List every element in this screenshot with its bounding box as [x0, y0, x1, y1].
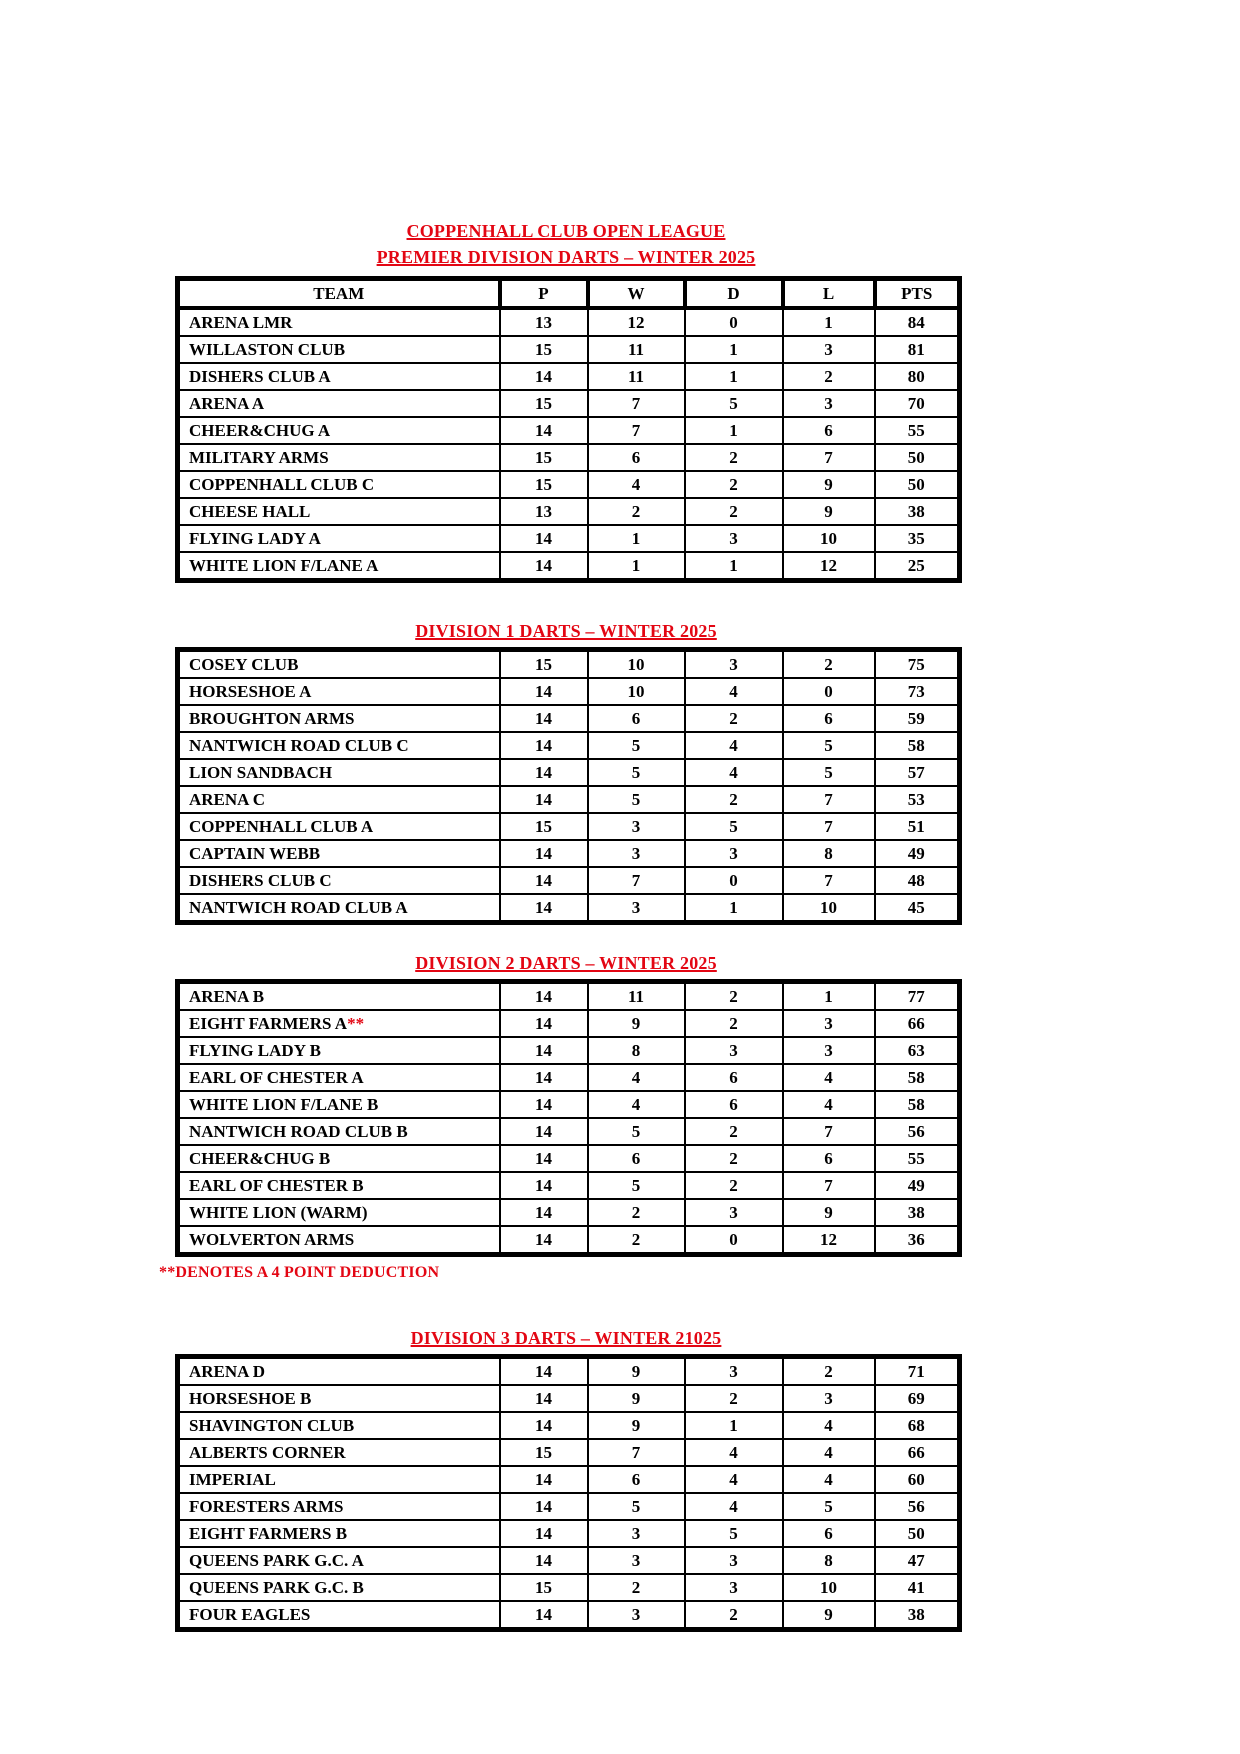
drawn-cell: 2 [685, 786, 783, 813]
won-cell: 4 [588, 1091, 685, 1118]
won-cell: 2 [588, 1574, 685, 1601]
table-row [178, 1037, 960, 1064]
table-row [178, 705, 960, 732]
lost-cell: 6 [783, 705, 875, 732]
drawn-cell: 2 [685, 471, 783, 498]
played-cell: 14 [500, 1064, 588, 1091]
team-name-cell: DISHERS CLUB C [178, 867, 500, 894]
points-cell: 66 [875, 1439, 960, 1466]
column-header-played: P [500, 279, 588, 309]
table-row [178, 678, 960, 705]
drawn-cell: 6 [685, 1064, 783, 1091]
deduction-marker: ** [347, 1013, 365, 1033]
won-cell: 2 [588, 1199, 685, 1226]
lost-cell: 9 [783, 1199, 875, 1226]
lost-cell: 7 [783, 867, 875, 894]
played-cell: 15 [500, 444, 588, 471]
drawn-cell: 2 [685, 1385, 783, 1412]
played-cell: 15 [500, 471, 588, 498]
drawn-cell: 3 [685, 650, 783, 679]
team-name-cell: ARENA B [178, 982, 500, 1011]
drawn-cell: 4 [685, 1493, 783, 1520]
lost-cell: 2 [783, 1357, 875, 1386]
drawn-cell: 3 [685, 1357, 783, 1386]
played-cell: 14 [500, 1520, 588, 1547]
table-row [178, 1385, 960, 1412]
table-row [178, 1226, 960, 1255]
table-row [178, 650, 960, 679]
played-cell: 15 [500, 1574, 588, 1601]
points-cell: 25 [875, 552, 960, 581]
table-row [178, 1439, 960, 1466]
points-cell: 77 [875, 982, 960, 1011]
points-cell: 38 [875, 498, 960, 525]
points-cell: 36 [875, 1226, 960, 1255]
points-deduction-footnote: **DENOTES A 4 POINT DEDUCTION [159, 1264, 440, 1281]
played-cell: 13 [500, 498, 588, 525]
drawn-cell: 0 [685, 308, 783, 336]
team-name-cell: MILITARY ARMS [178, 444, 500, 471]
drawn-cell: 2 [685, 444, 783, 471]
team-name-cell: ARENA C [178, 786, 500, 813]
won-cell: 3 [588, 894, 685, 923]
points-cell: 71 [875, 1357, 960, 1386]
division2-title: DIVISION 2 DARTS – WINTER 2025 [415, 953, 717, 973]
won-cell: 1 [588, 552, 685, 581]
played-cell: 14 [500, 786, 588, 813]
team-name-cell: CHEER&CHUG B [178, 1145, 500, 1172]
lost-cell: 6 [783, 1145, 875, 1172]
won-cell: 6 [588, 1466, 685, 1493]
points-cell: 58 [875, 732, 960, 759]
lost-cell: 8 [783, 840, 875, 867]
lost-cell: 4 [783, 1466, 875, 1493]
lost-cell: 10 [783, 894, 875, 923]
played-cell: 14 [500, 1493, 588, 1520]
drawn-cell: 3 [685, 1037, 783, 1064]
table-row [178, 1466, 960, 1493]
lost-cell: 4 [783, 1091, 875, 1118]
won-cell: 5 [588, 786, 685, 813]
points-cell: 56 [875, 1493, 960, 1520]
points-cell: 41 [875, 1574, 960, 1601]
division1-title: DIVISION 1 DARTS – WINTER 2025 [415, 621, 717, 641]
drawn-cell: 2 [685, 498, 783, 525]
table-row [178, 417, 960, 444]
points-cell: 58 [875, 1091, 960, 1118]
points-cell: 45 [875, 894, 960, 923]
column-header-lost: L [783, 279, 875, 309]
table-row [178, 1145, 960, 1172]
table-row [178, 813, 960, 840]
won-cell: 3 [588, 840, 685, 867]
column-header-team: TEAM [178, 279, 500, 309]
lost-cell: 4 [783, 1064, 875, 1091]
table-row [178, 363, 960, 390]
lost-cell: 5 [783, 1493, 875, 1520]
played-cell: 14 [500, 894, 588, 923]
drawn-cell: 2 [685, 1172, 783, 1199]
won-cell: 3 [588, 1547, 685, 1574]
drawn-cell: 2 [685, 1601, 783, 1630]
lost-cell: 3 [783, 390, 875, 417]
points-cell: 50 [875, 444, 960, 471]
played-cell: 14 [500, 982, 588, 1011]
won-cell: 3 [588, 1520, 685, 1547]
won-cell: 10 [588, 650, 685, 679]
played-cell: 14 [500, 525, 588, 552]
points-cell: 84 [875, 308, 960, 336]
team-name-cell: IMPERIAL [178, 1466, 500, 1493]
lost-cell: 2 [783, 650, 875, 679]
lost-cell: 6 [783, 417, 875, 444]
won-cell: 2 [588, 1226, 685, 1255]
premier-division-table [175, 276, 962, 583]
points-cell: 38 [875, 1199, 960, 1226]
drawn-cell: 2 [685, 982, 783, 1011]
points-cell: 50 [875, 471, 960, 498]
drawn-cell: 3 [685, 1547, 783, 1574]
points-cell: 63 [875, 1037, 960, 1064]
table-row [178, 1172, 960, 1199]
won-cell: 6 [588, 444, 685, 471]
played-cell: 15 [500, 813, 588, 840]
team-name-cell: ARENA D [178, 1357, 500, 1386]
lost-cell: 7 [783, 813, 875, 840]
played-cell: 15 [500, 336, 588, 363]
won-cell: 5 [588, 1172, 685, 1199]
won-cell: 9 [588, 1010, 685, 1037]
played-cell: 14 [500, 1547, 588, 1574]
lost-cell: 4 [783, 1412, 875, 1439]
table-row [178, 525, 960, 552]
table-row [178, 894, 960, 923]
team-name-cell: HORSESHOE A [178, 678, 500, 705]
won-cell: 10 [588, 678, 685, 705]
drawn-cell: 3 [685, 525, 783, 552]
played-cell: 14 [500, 363, 588, 390]
table-row [178, 867, 960, 894]
table-row [178, 1601, 960, 1630]
team-name-cell: BROUGHTON ARMS [178, 705, 500, 732]
won-cell: 7 [588, 1439, 685, 1466]
team-name-cell: CHEESE HALL [178, 498, 500, 525]
lost-cell: 7 [783, 1172, 875, 1199]
played-cell: 14 [500, 1357, 588, 1386]
points-cell: 68 [875, 1412, 960, 1439]
table-row [178, 786, 960, 813]
played-cell: 14 [500, 1385, 588, 1412]
column-header-drawn: D [685, 279, 783, 309]
drawn-cell: 4 [685, 1439, 783, 1466]
team-name-cell: CAPTAIN WEBB [178, 840, 500, 867]
drawn-cell: 4 [685, 732, 783, 759]
team-name-cell: COPPENHALL CLUB A [178, 813, 500, 840]
table-row [178, 759, 960, 786]
played-cell: 14 [500, 1601, 588, 1630]
team-name-cell: ARENA A [178, 390, 500, 417]
drawn-cell: 1 [685, 1412, 783, 1439]
league-title: COPPENHALL CLUB OPEN LEAGUE [406, 221, 726, 241]
team-name-cell: EIGHT FARMERS B [178, 1520, 500, 1547]
drawn-cell: 2 [685, 1118, 783, 1145]
points-cell: 75 [875, 650, 960, 679]
team-name-cell: FORESTERS ARMS [178, 1493, 500, 1520]
table-row [178, 1010, 960, 1037]
drawn-cell: 6 [685, 1091, 783, 1118]
points-cell: 59 [875, 705, 960, 732]
drawn-cell: 3 [685, 1574, 783, 1601]
drawn-cell: 2 [685, 1010, 783, 1037]
points-cell: 73 [875, 678, 960, 705]
table-row [178, 552, 960, 581]
played-cell: 14 [500, 1226, 588, 1255]
lost-cell: 3 [783, 1385, 875, 1412]
table-row [178, 336, 960, 363]
team-name-cell: LION SANDBACH [178, 759, 500, 786]
played-cell: 14 [500, 1091, 588, 1118]
team-name-cell: SHAVINGTON CLUB [178, 1412, 500, 1439]
table-row [178, 982, 960, 1011]
points-cell: 58 [875, 1064, 960, 1091]
won-cell: 4 [588, 471, 685, 498]
played-cell: 14 [500, 840, 588, 867]
won-cell: 4 [588, 1064, 685, 1091]
won-cell: 3 [588, 1601, 685, 1630]
won-cell: 9 [588, 1357, 685, 1386]
points-cell: 38 [875, 1601, 960, 1630]
table-row [178, 1064, 960, 1091]
division2-table [175, 979, 962, 1257]
lost-cell: 1 [783, 308, 875, 336]
team-name-cell: WHITE LION (WARM) [178, 1199, 500, 1226]
won-cell: 6 [588, 705, 685, 732]
table-row [178, 1520, 960, 1547]
lost-cell: 5 [783, 732, 875, 759]
won-cell: 5 [588, 1493, 685, 1520]
team-name-cell: COPPENHALL CLUB C [178, 471, 500, 498]
drawn-cell: 4 [685, 759, 783, 786]
lost-cell: 0 [783, 678, 875, 705]
division3-title: DIVISION 3 DARTS – WINTER 21025 [410, 1328, 722, 1348]
won-cell: 11 [588, 363, 685, 390]
team-name-cell: QUEENS PARK G.C. B [178, 1574, 500, 1601]
points-cell: 57 [875, 759, 960, 786]
lost-cell: 7 [783, 786, 875, 813]
won-cell: 8 [588, 1037, 685, 1064]
played-cell: 15 [500, 650, 588, 679]
won-cell: 7 [588, 867, 685, 894]
drawn-cell: 2 [685, 1145, 783, 1172]
team-name-cell: DISHERS CLUB A [178, 363, 500, 390]
lost-cell: 3 [783, 1010, 875, 1037]
lost-cell: 8 [783, 1547, 875, 1574]
drawn-cell: 2 [685, 705, 783, 732]
lost-cell: 5 [783, 759, 875, 786]
played-cell: 14 [500, 1412, 588, 1439]
played-cell: 14 [500, 1037, 588, 1064]
table-row [178, 390, 960, 417]
drawn-cell: 0 [685, 1226, 783, 1255]
drawn-cell: 5 [685, 390, 783, 417]
drawn-cell: 1 [685, 363, 783, 390]
played-cell: 14 [500, 1145, 588, 1172]
played-cell: 14 [500, 417, 588, 444]
table-row [178, 1199, 960, 1226]
won-cell: 5 [588, 1118, 685, 1145]
drawn-cell: 3 [685, 840, 783, 867]
table-row [178, 1091, 960, 1118]
played-cell: 15 [500, 1439, 588, 1466]
table-row [178, 1357, 960, 1386]
table-row [178, 1493, 960, 1520]
team-name-cell: EARL OF CHESTER A [178, 1064, 500, 1091]
won-cell: 7 [588, 390, 685, 417]
table-row [178, 840, 960, 867]
lost-cell: 6 [783, 1520, 875, 1547]
team-name-cell: CHEER&CHUG A [178, 417, 500, 444]
points-cell: 47 [875, 1547, 960, 1574]
won-cell: 9 [588, 1385, 685, 1412]
lost-cell: 12 [783, 552, 875, 581]
team-name-cell: NANTWICH ROAD CLUB A [178, 894, 500, 923]
won-cell: 6 [588, 1145, 685, 1172]
team-name-cell: FOUR EAGLES [178, 1601, 500, 1630]
lost-cell: 3 [783, 336, 875, 363]
lost-cell: 2 [783, 363, 875, 390]
team-name-cell: EIGHT FARMERS A** [178, 1010, 500, 1037]
table-header-row [178, 279, 960, 309]
team-name-cell: FLYING LADY A [178, 525, 500, 552]
won-cell: 1 [588, 525, 685, 552]
won-cell: 2 [588, 498, 685, 525]
team-name-cell: ALBERTS CORNER [178, 1439, 500, 1466]
points-cell: 66 [875, 1010, 960, 1037]
drawn-cell: 5 [685, 813, 783, 840]
drawn-cell: 0 [685, 867, 783, 894]
lost-cell: 1 [783, 982, 875, 1011]
document-content [159, 218, 957, 1632]
division3-table [175, 1354, 962, 1632]
lost-cell: 10 [783, 1574, 875, 1601]
team-name-cell: ARENA LMR [178, 308, 500, 336]
points-cell: 69 [875, 1385, 960, 1412]
points-cell: 60 [875, 1466, 960, 1493]
points-cell: 49 [875, 1172, 960, 1199]
team-name-cell: HORSESHOE B [178, 1385, 500, 1412]
won-cell: 9 [588, 1412, 685, 1439]
team-name-cell: COSEY CLUB [178, 650, 500, 679]
table-row [178, 1547, 960, 1574]
lost-cell: 3 [783, 1037, 875, 1064]
played-cell: 14 [500, 1010, 588, 1037]
played-cell: 14 [500, 552, 588, 581]
points-cell: 50 [875, 1520, 960, 1547]
won-cell: 12 [588, 308, 685, 336]
lost-cell: 4 [783, 1439, 875, 1466]
team-name-cell: WOLVERTON ARMS [178, 1226, 500, 1255]
points-cell: 70 [875, 390, 960, 417]
table-row [178, 444, 960, 471]
points-cell: 80 [875, 363, 960, 390]
lost-cell: 9 [783, 498, 875, 525]
table-row [178, 1118, 960, 1145]
won-cell: 5 [588, 732, 685, 759]
table-row [178, 471, 960, 498]
table-row [178, 1412, 960, 1439]
won-cell: 7 [588, 417, 685, 444]
team-name-cell: NANTWICH ROAD CLUB B [178, 1118, 500, 1145]
column-header-won: W [588, 279, 685, 309]
points-cell: 48 [875, 867, 960, 894]
drawn-cell: 5 [685, 1520, 783, 1547]
points-cell: 56 [875, 1118, 960, 1145]
points-cell: 53 [875, 786, 960, 813]
played-cell: 14 [500, 1199, 588, 1226]
drawn-cell: 1 [685, 552, 783, 581]
played-cell: 14 [500, 1118, 588, 1145]
drawn-cell: 4 [685, 678, 783, 705]
team-name-cell: NANTWICH ROAD CLUB C [178, 732, 500, 759]
column-header-points: PTS [875, 279, 960, 309]
team-name-cell: WILLASTON CLUB [178, 336, 500, 363]
played-cell: 14 [500, 867, 588, 894]
played-cell: 14 [500, 1466, 588, 1493]
table-row [178, 1574, 960, 1601]
won-cell: 11 [588, 336, 685, 363]
lost-cell: 12 [783, 1226, 875, 1255]
played-cell: 15 [500, 390, 588, 417]
played-cell: 14 [500, 1172, 588, 1199]
points-cell: 49 [875, 840, 960, 867]
drawn-cell: 1 [685, 336, 783, 363]
points-cell: 55 [875, 1145, 960, 1172]
played-cell: 14 [500, 705, 588, 732]
drawn-cell: 3 [685, 1199, 783, 1226]
lost-cell: 9 [783, 1601, 875, 1630]
drawn-cell: 4 [685, 1466, 783, 1493]
lost-cell: 9 [783, 471, 875, 498]
team-name-cell: QUEENS PARK G.C. A [178, 1547, 500, 1574]
drawn-cell: 1 [685, 894, 783, 923]
played-cell: 14 [500, 678, 588, 705]
played-cell: 13 [500, 308, 588, 336]
points-cell: 51 [875, 813, 960, 840]
lost-cell: 7 [783, 444, 875, 471]
won-cell: 5 [588, 759, 685, 786]
played-cell: 14 [500, 732, 588, 759]
points-cell: 35 [875, 525, 960, 552]
table-row [178, 308, 960, 336]
team-name-cell: FLYING LADY B [178, 1037, 500, 1064]
drawn-cell: 1 [685, 417, 783, 444]
points-cell: 81 [875, 336, 960, 363]
lost-cell: 10 [783, 525, 875, 552]
team-name-cell: WHITE LION F/LANE B [178, 1091, 500, 1118]
lost-cell: 7 [783, 1118, 875, 1145]
won-cell: 11 [588, 982, 685, 1011]
team-name-cell: WHITE LION F/LANE A [178, 552, 500, 581]
premier-division-title: PREMIER DIVISION DARTS – WINTER 2025 [376, 247, 756, 267]
table-row [178, 498, 960, 525]
table-row [178, 732, 960, 759]
won-cell: 3 [588, 813, 685, 840]
played-cell: 14 [500, 759, 588, 786]
team-name-cell: EARL OF CHESTER B [178, 1172, 500, 1199]
division1-table [175, 647, 962, 925]
points-cell: 55 [875, 417, 960, 444]
